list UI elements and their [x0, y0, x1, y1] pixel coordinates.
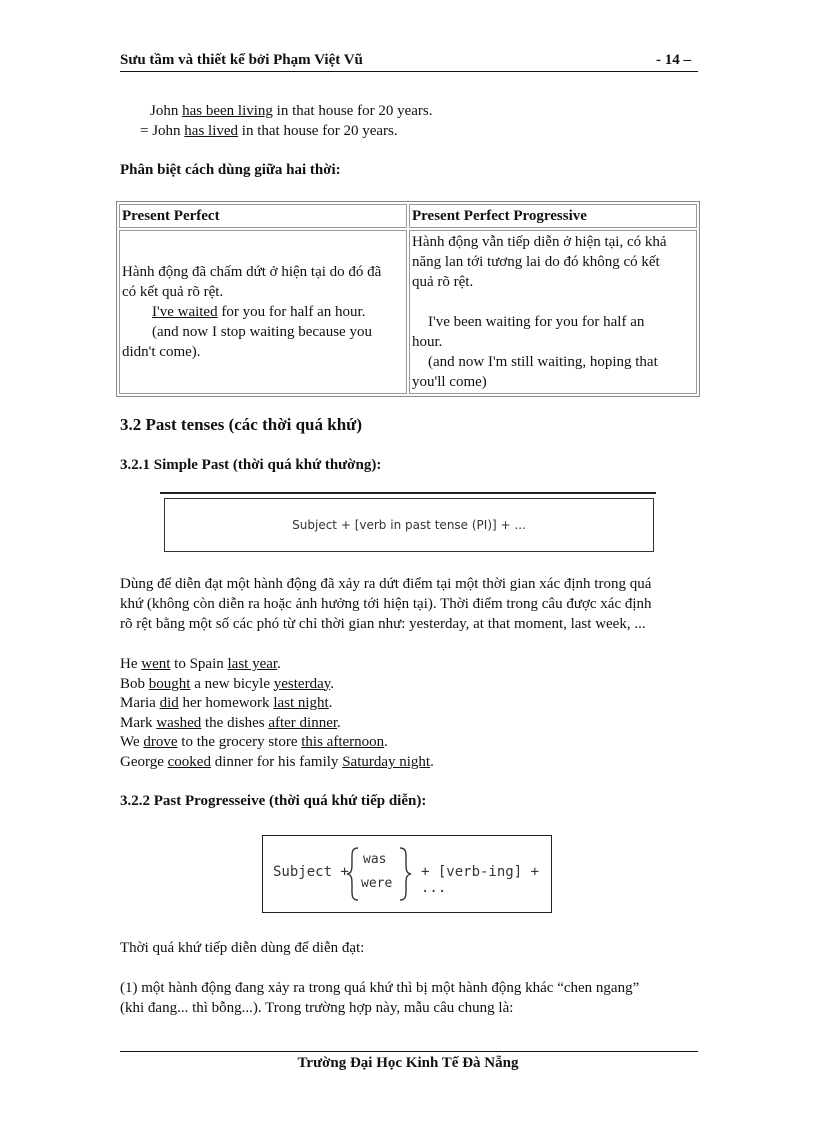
example-verb: went [141, 656, 171, 672]
formula-simple-past [164, 498, 654, 552]
left-brace-icon [345, 846, 361, 902]
example-time: Saturday night [342, 753, 431, 770]
formula-divider [160, 492, 656, 494]
section-heading-3-2: 3.2 Past tenses (các thời quá khứ) [120, 415, 363, 434]
example-text: He [120, 656, 142, 672]
example-text: her homework [178, 695, 274, 712]
example-line [120, 733, 434, 753]
table-header-present-perfect-progressive: Present Perfect Progressive [409, 204, 697, 228]
formula-rest: + [verb-ing] + ... [421, 864, 540, 896]
example-text: . [430, 753, 434, 770]
cell-line: Hành động vẫn tiếp diễn ở hiện tại, có khả [412, 234, 667, 250]
table-header-present-perfect: Present Perfect [119, 204, 407, 228]
cell-spacer [412, 292, 694, 312]
section-heading-3-2-2: 3.2.2 Past Progresseive (thời quá khứ tiếp diễn): [120, 793, 427, 809]
intro-text: in that house for 20 years. [272, 103, 433, 119]
example-text: George [120, 753, 168, 770]
example-line [120, 655, 434, 675]
example-line [120, 675, 434, 695]
cell-line: didn't come). [122, 344, 201, 360]
intro-text: in that house for 20 years. [238, 123, 398, 139]
table-row [119, 230, 697, 394]
simple-past-desc-2: khứ (không còn diễn ra hoặc ảnh hưởng tới hiện tại). Thời điểm trong câu được xác định [120, 596, 652, 612]
intro-verb: has been living [182, 103, 273, 119]
page-number: - 14 – [656, 52, 691, 68]
example-text: . [384, 734, 388, 751]
table-cell-present-perfect-progressive [409, 230, 697, 394]
right-brace-icon [397, 846, 413, 902]
cell-line: Hành động đã chấm dứt ở hiện tại do đó đã [122, 264, 382, 280]
header-title: Sưu tầm và thiết kế bởi Phạm Việt Vũ [120, 52, 363, 68]
cell-example [122, 302, 404, 322]
section-heading-3-2-1: 3.2.1 Simple Past (thời quá khứ thường): [120, 457, 382, 473]
intro-text: = John [140, 123, 185, 139]
past-progressive-point-1-line-2: (khi đang... thì bỗng...). Trong trường hợp này, mẫu câu chung là: [120, 1000, 514, 1016]
header-divider [120, 71, 698, 72]
simple-past-desc-1: Dùng để diễn đạt một hành động đã xảy ra dứt điểm tại một thời gian xác định trong quá [120, 576, 652, 592]
cell-line: năng lan tới tương lai do đó không có kết [412, 254, 660, 270]
example-time: after dinner [268, 714, 338, 731]
example-text: to Spain [170, 656, 228, 672]
intro-verb: has lived [184, 123, 239, 139]
cell-line: you'll come) [412, 374, 487, 390]
example-verb: bought [148, 675, 191, 692]
example-line [120, 753, 434, 773]
formula-simple-past-text: Subject + [verb in past tense (PI)] + ... [292, 518, 526, 532]
example-time: last year [227, 656, 278, 672]
cell-line: có kết quả rõ rệt. [122, 284, 224, 300]
past-progressive-point-1-line-1: (1) một hành động đang xảy ra trong quá khứ thì bị một hành động khác “chen ngang” [120, 980, 640, 996]
cell-line: quả rõ rệt. [412, 274, 474, 290]
formula-subject: Subject + [273, 864, 349, 880]
intro-text: John [150, 103, 183, 119]
simple-past-examples [120, 655, 434, 773]
example-text: Maria [120, 695, 160, 712]
example-text: a new bicyle [190, 675, 274, 692]
cell-line: I've been waiting for you for half an [428, 314, 645, 330]
cell-example-verb: I've waited [152, 304, 218, 320]
example-text: We [120, 734, 144, 751]
formula-was: was [363, 852, 387, 867]
compare-heading: Phân biệt cách dùng giữa hai thời: [120, 162, 341, 178]
table-cell-present-perfect [119, 230, 407, 394]
example-time: last night [273, 695, 329, 712]
example-text: Bob [120, 675, 149, 692]
example-line [120, 694, 434, 714]
formula-were: were [361, 876, 393, 891]
example-text: . [337, 714, 341, 731]
example-verb: drove [143, 734, 178, 751]
example-text: . [330, 675, 334, 692]
example-time: this afternoon [301, 734, 385, 751]
footer-divider [120, 1051, 698, 1052]
cell-line: hour. [412, 334, 443, 350]
footer-text: Trường Đại Học Kinh Tế Đà Nẵng [297, 1055, 519, 1071]
example-text: Mark [120, 714, 157, 731]
example-verb: did [159, 695, 179, 712]
example-text: . [328, 695, 333, 712]
example-verb: washed [156, 714, 202, 731]
example-time: yesterday [273, 675, 331, 692]
cell-line: (and now I stop waiting because you [152, 324, 372, 340]
example-text: to the grocery store [177, 734, 302, 751]
intro-line-2 [140, 123, 398, 140]
intro-line-1 [150, 103, 432, 120]
cell-line: (and now I'm still waiting, hoping that [428, 354, 658, 370]
table-header-row [119, 204, 697, 228]
example-text: the dishes [201, 714, 269, 731]
past-progressive-intro: Thời quá khứ tiếp diễn dùng để diễn đạt: [120, 940, 365, 956]
example-text: . [277, 656, 281, 672]
example-text: dinner for his family [210, 753, 343, 770]
formula-past-progressive [262, 835, 552, 913]
example-verb: cooked [167, 753, 211, 770]
cell-example-text: for you for half an hour. [217, 304, 366, 320]
simple-past-desc-3: rõ rệt bằng một số các phó từ chỉ thời gian như: yesterday, at that moment, last week, ... [120, 616, 646, 632]
example-line [120, 714, 434, 734]
comparison-table [116, 201, 700, 397]
